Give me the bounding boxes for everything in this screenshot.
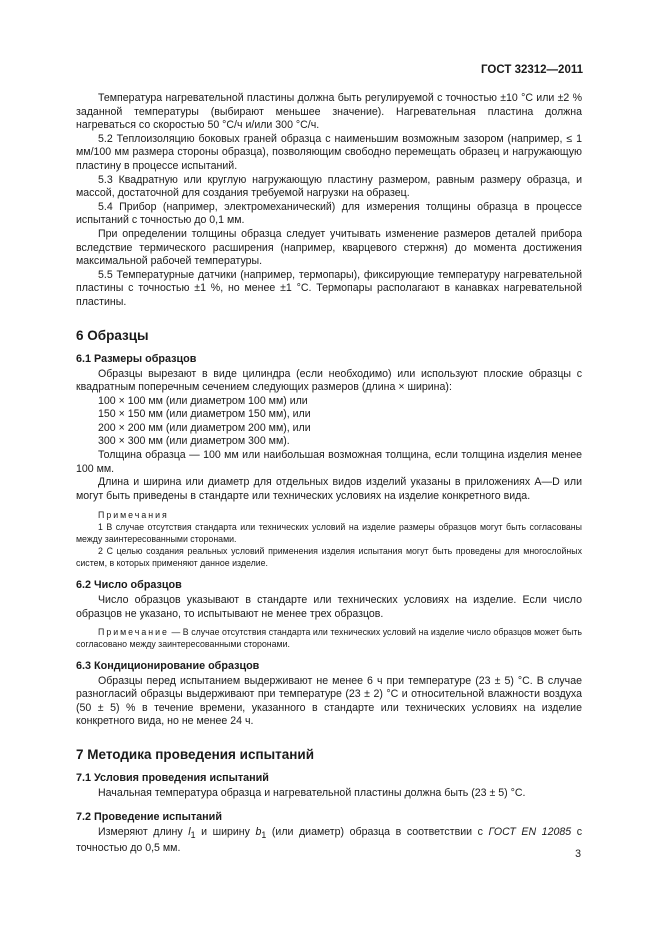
paragraph: 5.4 Прибор (например, электромеханический) для измерения толщины образца в процессе испытаний с точностью до 0,1 мм. [76,200,582,227]
section-heading: 7 Методика проведения испытаний [76,747,315,762]
paragraph: Толщина образца — 100 мм или наибольшая возможная толщина, если толщина изделия менее 100 мм. [76,449,582,475]
paragraph: Образцы вырезают в виде цилиндра (если необходимо) или используют плоские образцы с квадратным поперечным сечением следующих размеров (длина × ширина): [76,367,582,394]
text-run: с точностью до 0,5 мм. [76,825,583,855]
standard-reference: ГОСТ EN 12085 [488,825,572,838]
list-item: 150 × 150 мм (или диаметром 150 мм), или [98,408,311,421]
note: 1 В случае отсутствия стандарта или технических условий на изделие размеры образцов могут быть согласованы между заинтересованными сторонами. [76,522,582,545]
section-heading: 6 Образцы [76,327,149,343]
symbol-l: l [188,825,191,838]
paragraph: Длина и ширина или диаметр для отдельных видов изделий указаны в приложениях А—D или могут быть приведены в стандарте или технических условиях на изделие конкретного вида. [76,476,582,502]
paragraph: Образцы перед испытанием выдерживают не менее 6 ч при температуре (23 ± 5) °С. В случае разногласий образцы выдерживают при температуре (23 ± 2) °С и относительной влажности воздуха (50 ± 5) % в течение времени, указанного в стандарте или технических условиях на изделие конкретного вида, но не менее 24 ч. [76,674,582,728]
text-run: и ширину [195,825,256,838]
subsection-heading: 6.3 Кондиционирование образцов [76,659,260,672]
subsection-heading: 6.2 Число образцов [76,579,182,592]
text-run: Измеряют длину [98,825,189,838]
paragraph: Температура нагревательной пластины должна быть регулируемой с точностью ±10 °С или ±2 % заданной температуры (выбирают меньшее значение). Нагревательная пластина должна нагреваться со скоростью 50 °С/ч и/или 300 °С/ч. [76,92,582,132]
subsection-heading: 7.2 Проведение испытаний [76,810,222,823]
page-content [76,92,582,856]
paragraph: 5.5 Температурные датчики (например, термопары), фиксирующие температуру нагревательной пластины с точностью ±1 %, но менее ±1 °С. Термопары располагают в канавках нагревательной пластины. [76,268,582,308]
paragraph: При определении толщины образца следует учитывать изменение размеров деталей прибора вследствие термического расширения (например, кварцевого стержня) до момента достижения максимальной рабочей температуры. [76,227,582,268]
paragraph: 5.2 Теплоизоляцию боковых граней образца с наименьшим возможным зазором (например, ≤ 1 мм/100 мм размера стороны образца), позволяющим свободно перемещать образец и нагружающую пластину в процессе испытаний. [76,132,582,172]
paragraph [76,826,582,856]
subsection-heading: 7.1 Условия проведения испытаний [76,772,269,784]
note-label: Примечание [98,626,169,637]
text-run: (или диаметр) образца в соответствии с [266,825,489,838]
subscript: 1 [261,829,267,840]
note: 2 С целью создания реальных условий применения изделия испытания могут быть проведены для многослойных систем, в которых применяют данное изделие. [76,546,582,569]
subscript: 1 [190,829,196,840]
doc-code: ГОСТ 32312—2011 [481,64,583,76]
paragraph: Число образцов указывают в стандарте или технических условиях на изделие. Если число образцов не указано, то испытывают не менее трех образцов. [76,594,582,621]
list-item: 200 × 200 мм (или диаметром 200 мм), или [98,421,311,434]
paragraph: Начальная температура образца и нагревательной пластины должна быть (23 ± 5) °С. [98,787,526,799]
list-item: 100 × 100 мм (или диаметром 100 мм) или [98,394,308,407]
subsection-heading: 6.1 Размеры образцов [76,352,197,365]
notes-title: Примечания [98,510,169,521]
note [76,626,582,650]
note-text: — В случае отсутствия стандарта или технических условий на изделие число образцов может быть согласовано между заинтересованными сторонами. [76,626,582,649]
symbol-b: b [255,825,262,838]
paragraph: 5.3 Квадратную или круглую нагружающую пластину размером, равным размеру образца, и массой, достаточной для создания требуемой нагрузки на образец. [76,173,582,200]
page-number: 3 [575,848,581,860]
list-item: 300 × 300 мм (или диаметром 300 мм). [98,435,290,448]
